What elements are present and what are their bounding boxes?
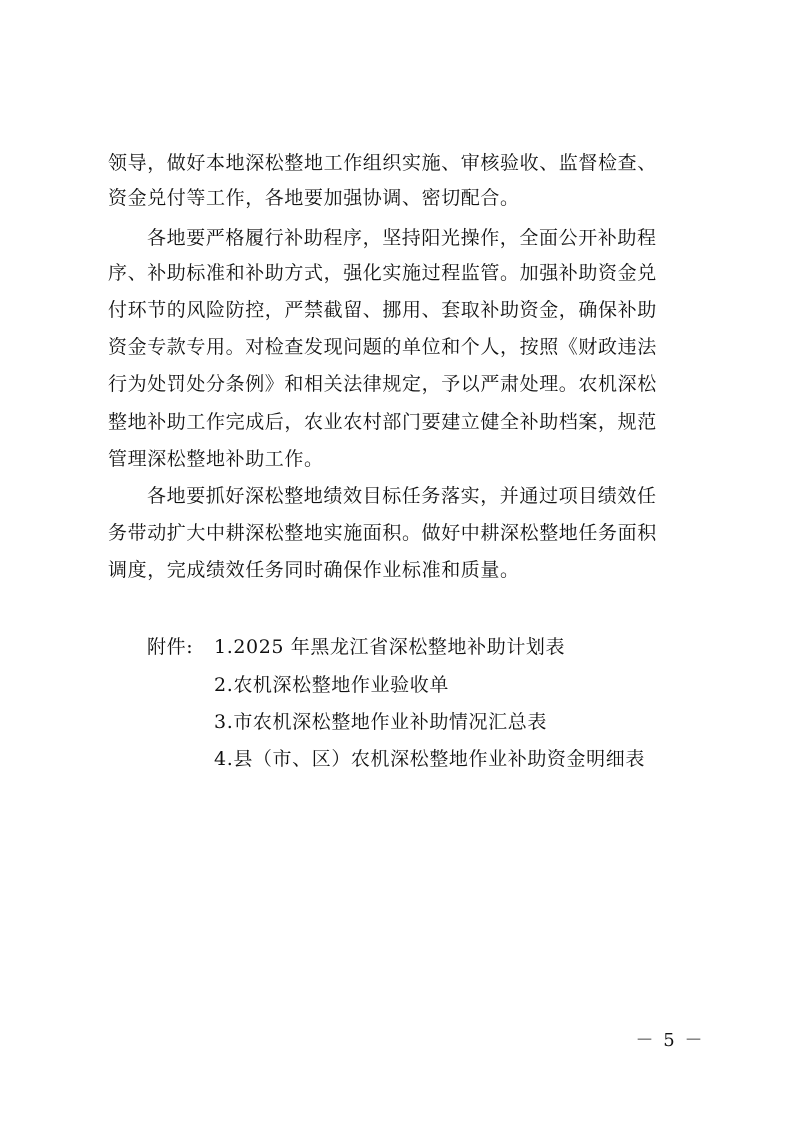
- body-line-11: 务带动扩大中耕深松整地实施面积。做好中耕深松整地任务面积: [108, 522, 657, 544]
- body-line-2: 资金兑付等工作，各地要加强协调、密切配合。: [108, 187, 520, 209]
- body-line-12: 调度，完成绩效任务同时确保作业标准和质量。: [108, 559, 520, 581]
- page-number: － 5 －: [635, 1030, 705, 1051]
- body-line-7: 行为处罚处分条例》和相关法律规定，予以严肃处理。农机深松: [108, 373, 657, 395]
- body-line-1: 领导，做好本地深松整地工作组织实施、审核验收、监督检查、: [108, 152, 657, 174]
- body-line-6: 资金专款专用。对检查发现问题的单位和个人，按照《财政违法: [108, 336, 657, 358]
- body-line-5: 付环节的风险防控，严禁截留、挪用、套取补助资金，确保补助: [108, 299, 657, 321]
- body-line-10: 各地要抓好深松整地绩效目标任务落实，并通过项目绩效任: [147, 485, 657, 507]
- body-line-4: 序、补助标准和补助方式，强化实施过程监管。加强补助资金兑: [108, 262, 657, 284]
- attachment-item-4: 4.县（市、区）农机深松整地作业补助资金明细表: [214, 748, 645, 770]
- attachment-item-3: 3.市农机深松整地作业补助情况汇总表: [214, 711, 547, 733]
- attachment-item-1: 1.2025 年黑龙江省深松整地补助计划表: [214, 636, 566, 658]
- attachments-label: 附件:: [147, 636, 194, 658]
- body-line-8: 整地补助工作完成后，农业农村部门要建立健全补助档案，规范: [108, 411, 657, 433]
- body-line-9: 管理深松整地补助工作。: [108, 448, 324, 470]
- attachment-item-2: 2.农机深松整地作业验收单: [214, 674, 449, 696]
- body-line-3: 各地要严格履行补助程序，坚持阳光操作，全面公开补助程: [147, 227, 657, 249]
